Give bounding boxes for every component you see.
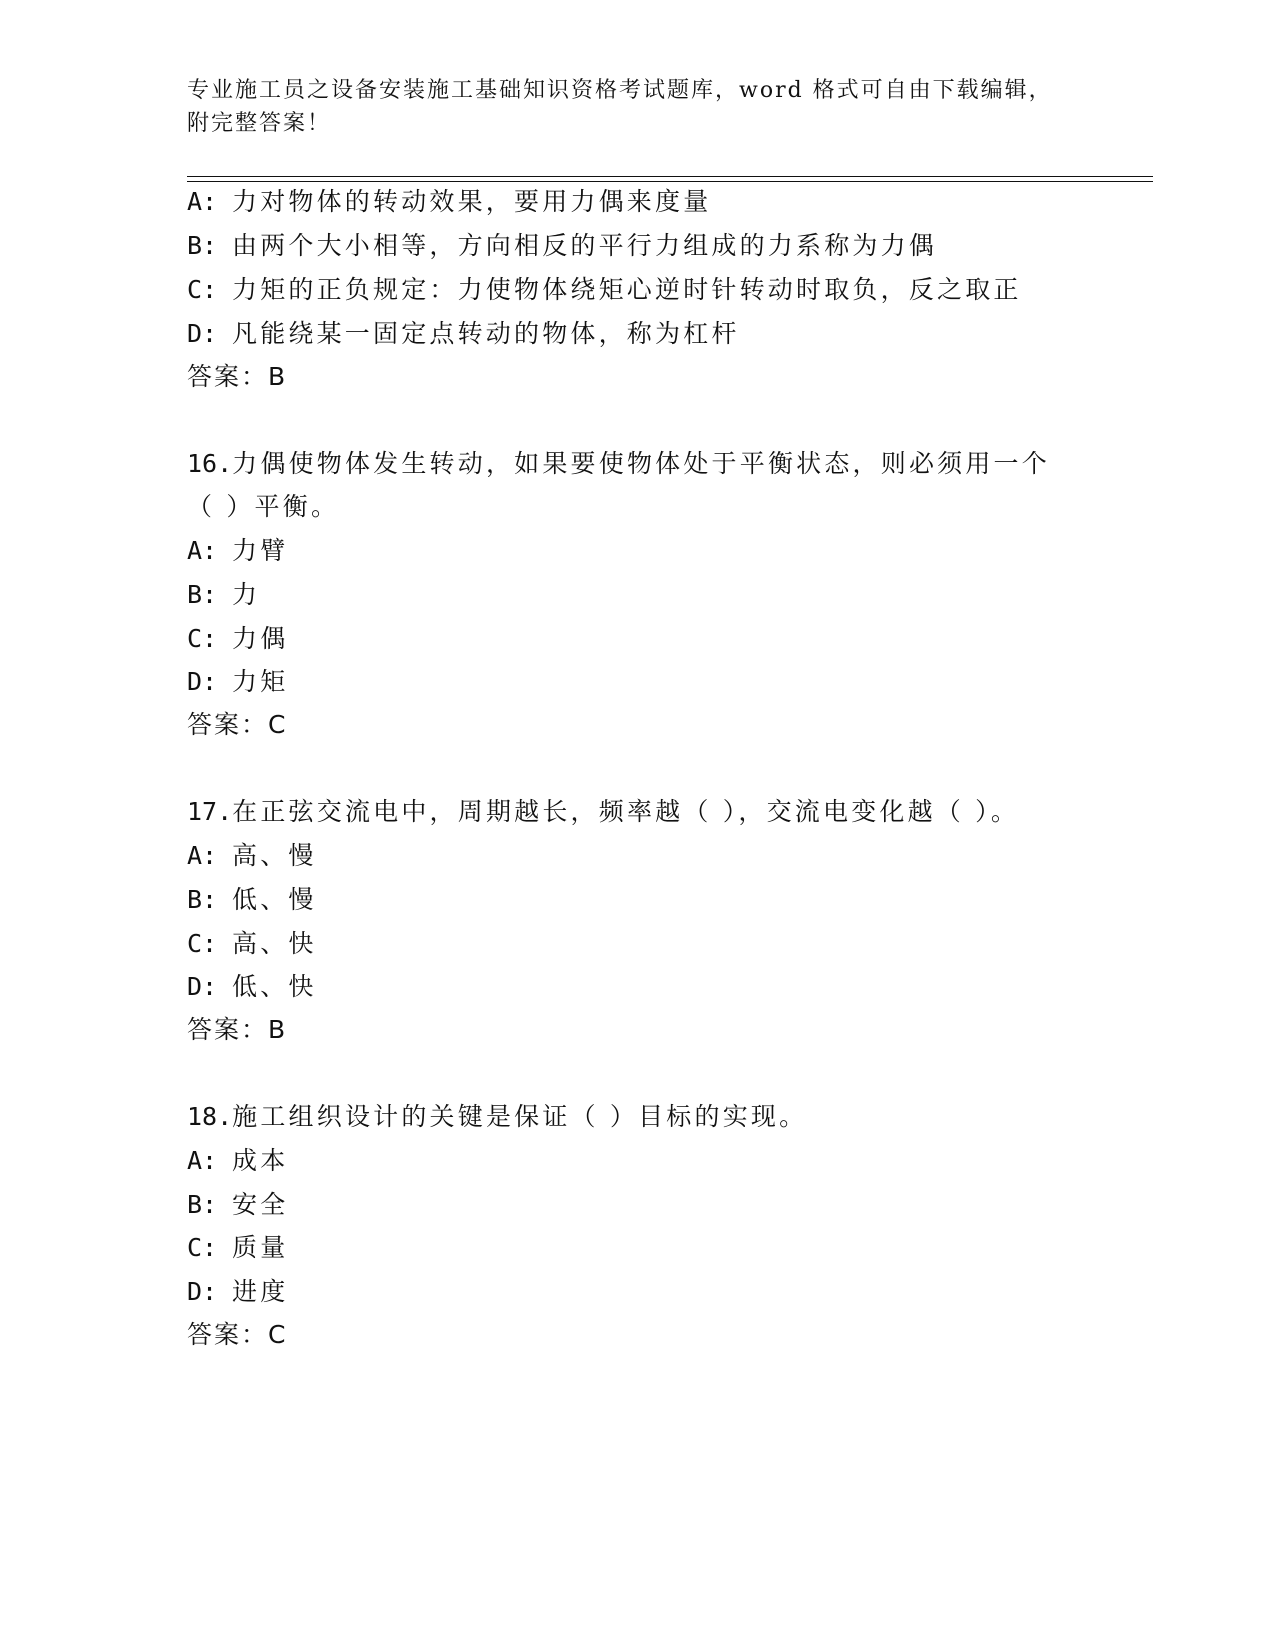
option-text: 力对物体的转动效果，要用力偶来度量 — [232, 187, 712, 216]
question-stem-line-2: （ ）平衡。 — [187, 492, 340, 521]
answer: 答案：B — [187, 362, 288, 391]
option-text: 低、慢 — [232, 885, 317, 914]
header-divider-bottom — [187, 181, 1153, 182]
header-divider-top — [187, 176, 1153, 177]
option-label: A: — [187, 841, 218, 870]
option-b — [187, 230, 937, 262]
option-label: D: — [187, 972, 218, 1001]
option-d — [187, 318, 740, 350]
option-d — [187, 971, 317, 1003]
option-label: C: — [187, 929, 218, 958]
option-label: B: — [187, 231, 218, 260]
option-text: 质量 — [232, 1233, 289, 1262]
option-a — [187, 186, 711, 218]
option-label: A: — [187, 1146, 218, 1175]
question-number: 18. — [187, 1102, 233, 1131]
option-label: D: — [187, 667, 218, 696]
option-c — [187, 274, 1022, 306]
option-label: D: — [187, 1277, 218, 1306]
question-number: 17. — [187, 797, 233, 826]
document-header — [187, 74, 1067, 140]
question-stem — [187, 796, 1019, 828]
option-label: C: — [187, 275, 218, 304]
answer: 答案：C — [187, 710, 288, 739]
option-label: B: — [187, 885, 218, 914]
question-stem — [187, 448, 1050, 480]
option-c — [187, 1232, 288, 1264]
option-a — [187, 840, 317, 872]
option-c — [187, 623, 288, 655]
header-line-1: 专业施工员之设备安装施工基础知识资格考试题库，word 格式可自由下载编辑， — [187, 78, 1053, 103]
option-c — [187, 928, 317, 960]
answer: 答案：C — [187, 1320, 288, 1349]
option-text: 低、快 — [232, 972, 317, 1001]
option-text: 高、慢 — [232, 841, 317, 870]
option-text: 进度 — [232, 1277, 289, 1306]
answer: 答案：B — [187, 1015, 288, 1044]
question-stem-line-1: 力偶使物体发生转动，如果要使物体处于平衡状态，则必须用一个 — [232, 449, 1050, 478]
option-label: B: — [187, 1190, 218, 1219]
option-text: 凡能绕某一固定点转动的物体，称为杠杆 — [232, 319, 740, 348]
option-text: 力矩 — [232, 667, 289, 696]
question-stem-line-1: 施工组织设计的关键是保证（ ）目标的实现。 — [232, 1102, 808, 1131]
option-d — [187, 1276, 288, 1308]
option-b — [187, 884, 317, 916]
option-b — [187, 1189, 288, 1221]
option-a — [187, 535, 288, 567]
option-text: 由两个大小相等，方向相反的平行力组成的力系称为力偶 — [232, 231, 938, 260]
option-text: 力偶 — [232, 624, 289, 653]
option-label: D: — [187, 319, 218, 348]
option-text: 力臂 — [232, 536, 289, 565]
question-stem-line-1: 在正弦交流电中，周期越长，频率越（ ），交流电变化越（ ）。 — [232, 797, 1020, 826]
option-label: B: — [187, 580, 218, 609]
header-line-2: 附完整答案！ — [187, 111, 332, 136]
option-text: 力矩的正负规定：力使物体绕矩心逆时针转动时取负，反之取正 — [232, 275, 1022, 304]
option-d — [187, 666, 288, 698]
question-stem — [187, 1101, 807, 1133]
option-label: A: — [187, 536, 218, 565]
option-text: 成本 — [232, 1146, 289, 1175]
option-b — [187, 579, 260, 611]
option-text: 高、快 — [232, 929, 317, 958]
option-label: A: — [187, 187, 218, 216]
question-number: 16. — [187, 449, 233, 478]
option-label: C: — [187, 1233, 218, 1262]
option-text: 力 — [232, 580, 261, 609]
option-text: 安全 — [232, 1190, 289, 1219]
option-label: C: — [187, 624, 218, 653]
option-a — [187, 1145, 288, 1177]
